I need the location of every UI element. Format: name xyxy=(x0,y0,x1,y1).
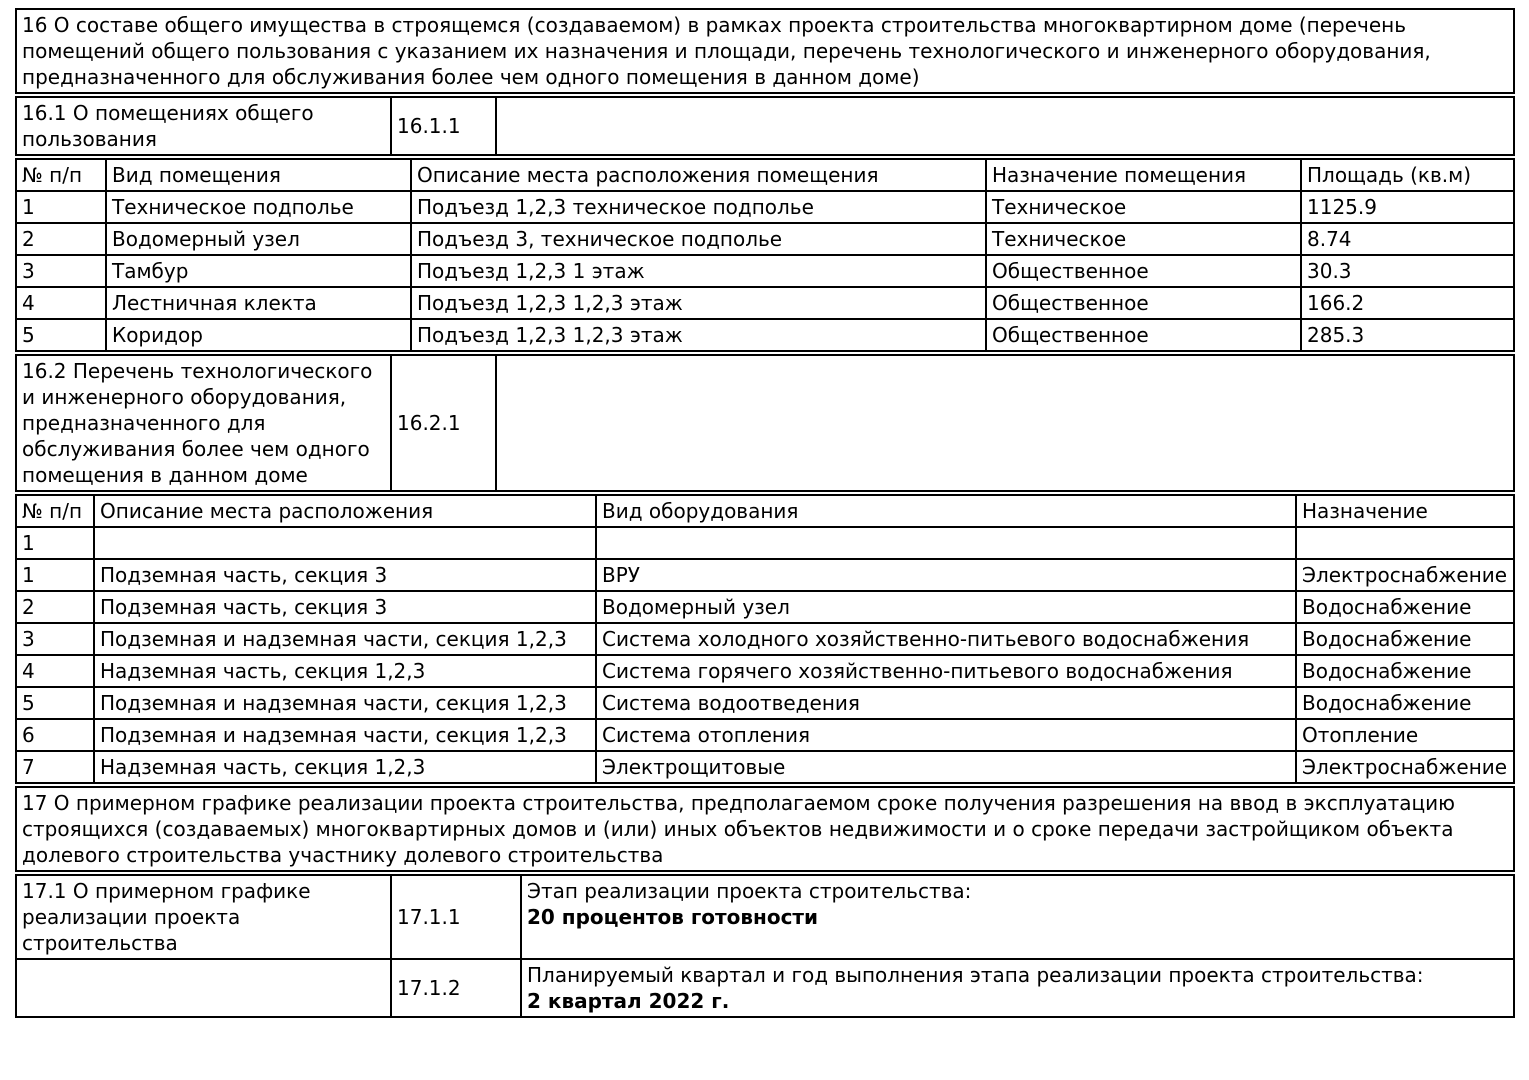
table-cell: Подъезд 1,2,3 1,2,3 этаж xyxy=(411,287,986,319)
subsection-17-1-row-1 xyxy=(16,875,1514,959)
table-cell: Техническое xyxy=(986,223,1301,255)
rooms-header-location: Описание места расположения помещения xyxy=(411,159,986,191)
table-row xyxy=(16,223,1514,255)
table-cell: 285.3 xyxy=(1301,319,1514,351)
table-row xyxy=(16,319,1514,351)
table-cell: Водоснабжение xyxy=(1296,623,1514,655)
table-cell: 5 xyxy=(16,319,106,351)
table-cell: Общественное xyxy=(986,287,1301,319)
section-17-title-block xyxy=(15,786,1515,872)
table-cell: 30.3 xyxy=(1301,255,1514,287)
table-cell: 4 xyxy=(16,287,106,319)
table-cell: Подземная и надземная части, секция 1,2,3 xyxy=(94,719,596,751)
rooms-header-area: Площадь (кв.м) xyxy=(1301,159,1514,191)
table-cell: Система отопления xyxy=(596,719,1296,751)
table-row xyxy=(16,191,1514,223)
table-cell: Водомерный узел xyxy=(106,223,411,255)
table-row xyxy=(16,559,1514,591)
subsection-16-2-label: 16.2 Перечень технологического и инженерного оборудования, предназначенного для обслуживания более чем одного помещения в данном доме xyxy=(16,355,391,491)
table-row xyxy=(16,719,1514,751)
table-cell: Водоснабжение xyxy=(1296,655,1514,687)
table-cell: Водоснабжение xyxy=(1296,687,1514,719)
quarter-caption: Планируемый квартал и год выполнения этапа реализации проекта строительства: xyxy=(527,963,1424,987)
stage-value-cell xyxy=(521,875,1514,959)
equipment-header-location: Описание места расположения xyxy=(94,495,596,527)
table-cell: Надземная часть, секция 1,2,3 xyxy=(94,751,596,783)
stage-value: 20 процентов готовности xyxy=(527,905,819,929)
subsection-16-1-label: 16.1 О помещениях общего пользования xyxy=(16,97,391,155)
section-17-title-row xyxy=(16,787,1514,871)
table-cell: 1125.9 xyxy=(1301,191,1514,223)
table-row xyxy=(16,591,1514,623)
subsection-17-1-row-2 xyxy=(16,959,1514,1017)
table-cell: 6 xyxy=(16,719,94,751)
rooms-header-purpose: Назначение помещения xyxy=(986,159,1301,191)
subsection-16-2-value xyxy=(496,355,1514,491)
table-cell: Подземная и надземная части, секция 1,2,3 xyxy=(94,623,596,655)
equipment-table xyxy=(15,494,1515,784)
rooms-table-body xyxy=(16,191,1514,351)
subsection-16-2-row xyxy=(16,355,1514,491)
table-cell: Система водоотведения xyxy=(596,687,1296,719)
table-cell: Подземная и надземная части, секция 1,2,3 xyxy=(94,687,596,719)
table-cell: Электрощитовые xyxy=(596,751,1296,783)
table-row xyxy=(16,655,1514,687)
table-cell: 5 xyxy=(16,687,94,719)
subsection-17-1-label-empty xyxy=(16,959,391,1017)
subsection-16-1-row xyxy=(16,97,1514,155)
subsection-16-1-code: 16.1.1 xyxy=(391,97,496,155)
subsection-16-2-block xyxy=(15,354,1515,492)
equipment-header-num: № п/п xyxy=(16,495,94,527)
quarter-value: 2 квартал 2022 г. xyxy=(527,989,730,1013)
table-cell: Подъезд 1,2,3 1,2,3 этаж xyxy=(411,319,986,351)
section-17-title: 17 О примерном графике реализации проекта строительства, предполагаемом сроке получения разрешения на ввод в эксплуатацию строящихся (создаваемых) многоквартирных домов и (или) иных объектов недвижимости и о сроке передачи застройщиком объекта долевого строительства участнику долевого строительства xyxy=(16,787,1514,871)
table-cell xyxy=(94,527,596,559)
table-cell: Лестничная клекта xyxy=(106,287,411,319)
subsection-16-1-block xyxy=(15,96,1515,156)
equipment-table-header-row xyxy=(16,495,1514,527)
section-16-title-row xyxy=(16,9,1514,93)
table-cell: Техническое подполье xyxy=(106,191,411,223)
table-cell: Электроснабжение xyxy=(1296,559,1514,591)
table-cell: 7 xyxy=(16,751,94,783)
table-cell: Подземная часть, секция 3 xyxy=(94,559,596,591)
rooms-header-type: Вид помещения xyxy=(106,159,411,191)
table-cell: Система холодного хозяйственно-питьевого водоснабжения xyxy=(596,623,1296,655)
quarter-value-cell xyxy=(521,959,1514,1017)
table-cell: 1 xyxy=(16,191,106,223)
table-cell: 8.74 xyxy=(1301,223,1514,255)
rooms-header-num: № п/п xyxy=(16,159,106,191)
table-cell: Подъезд 1,2,3 1 этаж xyxy=(411,255,986,287)
table-cell: Подъезд 1,2,3 техническое подполье xyxy=(411,191,986,223)
table-cell: Электроснабжение xyxy=(1296,751,1514,783)
table-cell: 2 xyxy=(16,591,94,623)
subsection-17-1-block xyxy=(15,874,1515,1018)
table-row xyxy=(16,287,1514,319)
table-cell: Коридор xyxy=(106,319,411,351)
section-16-title-block xyxy=(15,8,1515,94)
subsection-16-1-value xyxy=(496,97,1514,155)
table-row xyxy=(16,623,1514,655)
subsection-16-2-code: 16.2.1 xyxy=(391,355,496,491)
equipment-header-type: Вид оборудования xyxy=(596,495,1296,527)
table-cell xyxy=(1296,527,1514,559)
section-16-title: 16 О составе общего имущества в строящемся (создаваемом) в рамках проекта строительства многоквартирном доме (перечень помещений общего пользования с указанием их назначения и площади, перечень технологического и инженерного оборудования, предназначенного для обслуживания более чем одного помещения в данном доме) xyxy=(16,9,1514,93)
table-row xyxy=(16,255,1514,287)
table-cell: 1 xyxy=(16,527,94,559)
equipment-table-body xyxy=(16,527,1514,783)
table-cell: Отопление xyxy=(1296,719,1514,751)
table-cell: 166.2 xyxy=(1301,287,1514,319)
table-cell: ВРУ xyxy=(596,559,1296,591)
table-cell: Надземная часть, секция 1,2,3 xyxy=(94,655,596,687)
table-cell: Тамбур xyxy=(106,255,411,287)
stage-caption: Этап реализации проекта строительства: xyxy=(527,879,972,903)
rooms-table xyxy=(15,158,1515,352)
subsection-17-1-label: 17.1 О примерном графике реализации проекта строительства xyxy=(16,875,391,959)
subsection-17-1-1-code: 17.1.1 xyxy=(391,875,521,959)
table-row xyxy=(16,687,1514,719)
table-row xyxy=(16,527,1514,559)
table-row xyxy=(16,751,1514,783)
table-cell: Общественное xyxy=(986,255,1301,287)
table-cell: Подъезд 3, техническое подполье xyxy=(411,223,986,255)
table-cell: Техническое xyxy=(986,191,1301,223)
table-cell: Водомерный узел xyxy=(596,591,1296,623)
table-cell: 1 xyxy=(16,559,94,591)
table-cell: Водоснабжение xyxy=(1296,591,1514,623)
table-cell: 2 xyxy=(16,223,106,255)
table-cell: Общественное xyxy=(986,319,1301,351)
table-cell: Подземная часть, секция 3 xyxy=(94,591,596,623)
rooms-table-header-row xyxy=(16,159,1514,191)
table-cell: Система горячего хозяйственно-питьевого водоснабжения xyxy=(596,655,1296,687)
table-cell xyxy=(596,527,1296,559)
table-cell: 3 xyxy=(16,623,94,655)
table-cell: 4 xyxy=(16,655,94,687)
equipment-header-purpose: Назначение xyxy=(1296,495,1514,527)
subsection-17-1-2-code: 17.1.2 xyxy=(391,959,521,1017)
table-cell: 3 xyxy=(16,255,106,287)
